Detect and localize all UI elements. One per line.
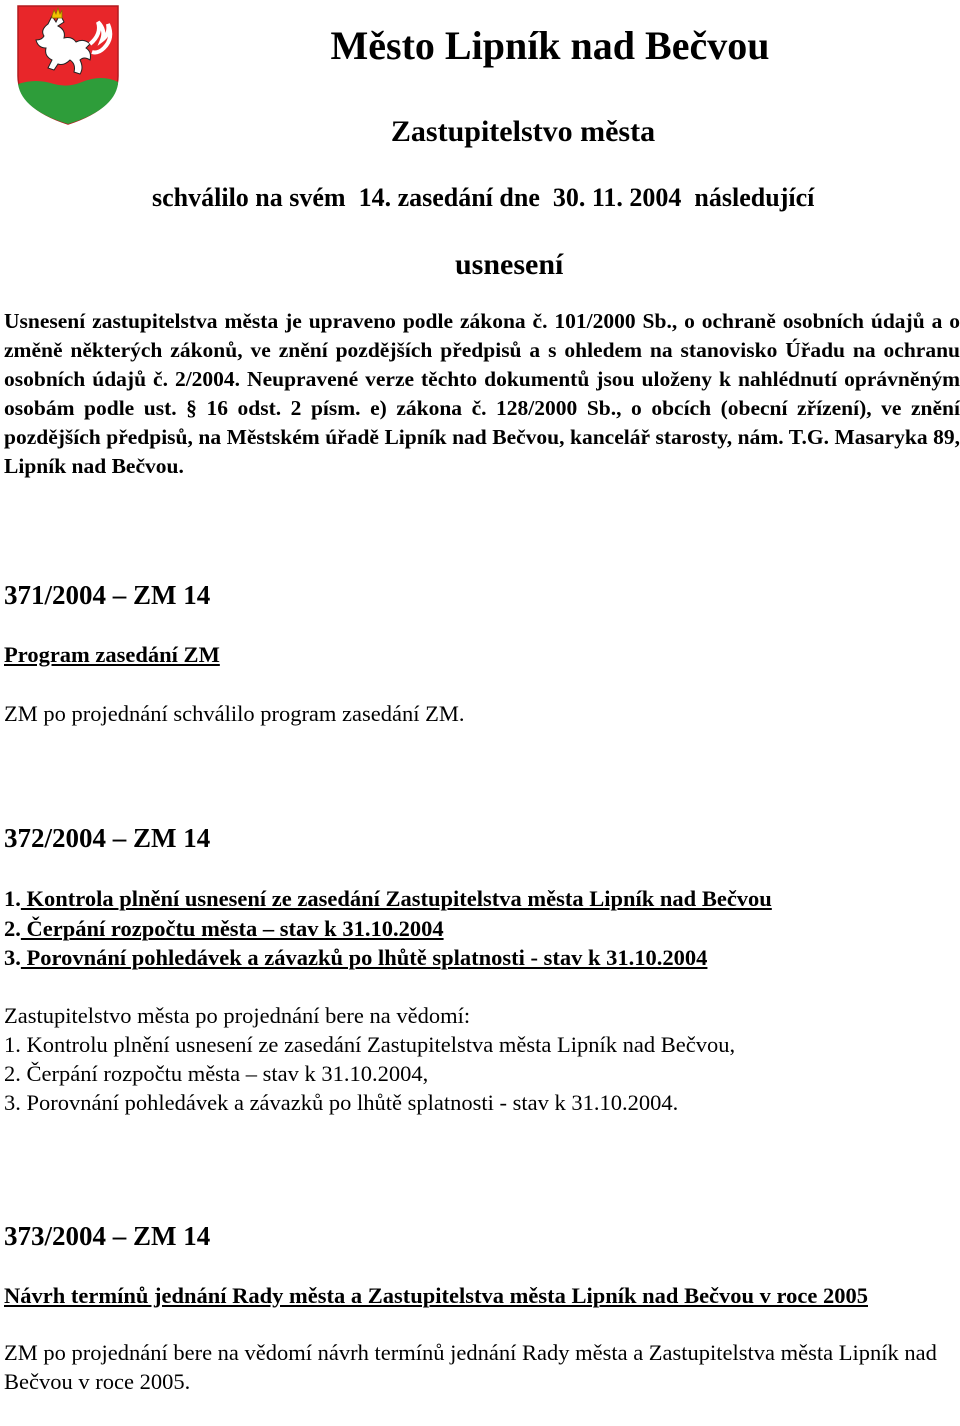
resolution-372 — [4, 823, 960, 1117]
resolution-number: 372/2004 – ZM 14 — [4, 823, 211, 853]
list-item: 2. Čerpání rozpočtu města – stav k 31.10.2004, — [4, 1060, 429, 1086]
resolution-title: Program zasedání ZM — [4, 642, 220, 667]
city-title: Město Lipník nad Bečvou — [330, 23, 770, 68]
document-type: usnesení — [455, 248, 564, 281]
list-item: 1. Kontrolu plnění usnesení ze zasedání Zastupitelstva města Lipník nad Bečvou, — [4, 1031, 736, 1057]
approval-line: schválilo na svém 14. zasedání dne 30. 11. 2004 následující — [152, 183, 815, 212]
council-title: Zastupitelstvo města — [390, 115, 656, 148]
noted-items-list — [4, 1030, 960, 1117]
resolution-title: Návrh termínů jednání Rady města a Zastupitelstva města Lipník nad Bečvou v roce 2005 — [4, 1283, 868, 1308]
resolution-number: 371/2004 – ZM 14 — [4, 580, 211, 610]
topic-list — [4, 884, 960, 973]
resolution-number: 373/2004 – ZM 14 — [4, 1221, 211, 1251]
privacy-notice: Usnesení zastupitelstva města je upraveno podle zákona č. 101/2000 Sb., o ochraně osobních údajů a o změně některých zákonů, ve znění pozdějších předpisů a s ohledem na stanovisko Úřadu na ochranu osobních údajů č. 2/2004. Neupravené verze těchto dokumentů jsou uloženy k nahlédnutí oprávněným osobám podle ust. § 16 odst. 2 písm. e) zákona č. 128/2000 Sb., o obcích (obecní zřízení), ve znění pozdějších předpisů, na Městském úřadě Lipník nad Bečvou, kancelář starosty, nám. T.G. Masaryka 89, Lipník nad Bečvou. — [4, 309, 960, 478]
list-item: 3. Porovnání pohledávek a závazků po lhůtě splatnosti - stav k 31.10.2004. — [4, 1089, 679, 1115]
resolution-text: ZM po projednání schválilo program zasedání ZM. — [4, 701, 465, 726]
list-item: 1. Kontrola plnění usnesení ze zasedání Zastupitelstva města Lipník nad Bečvou — [4, 886, 772, 911]
list-item: 3. Porovnání pohledávek a závazků po lhůtě splatnosti - stav k 31.10.2004 — [4, 945, 708, 970]
resolution-371 — [4, 580, 960, 728]
resolution-intro: Zastupitelstvo města po projednání bere na vědomí: — [4, 1002, 471, 1028]
list-item: 2. Čerpání rozpočtu města – stav k 31.10.2004 — [4, 915, 444, 941]
resolution-373 — [4, 1221, 960, 1396]
resolution-text: ZM po projednání bere na vědomí návrh termínů jednání Rady města a Zastupitelstva města Lipník nad Bečvou v roce 2005. — [4, 1340, 937, 1394]
